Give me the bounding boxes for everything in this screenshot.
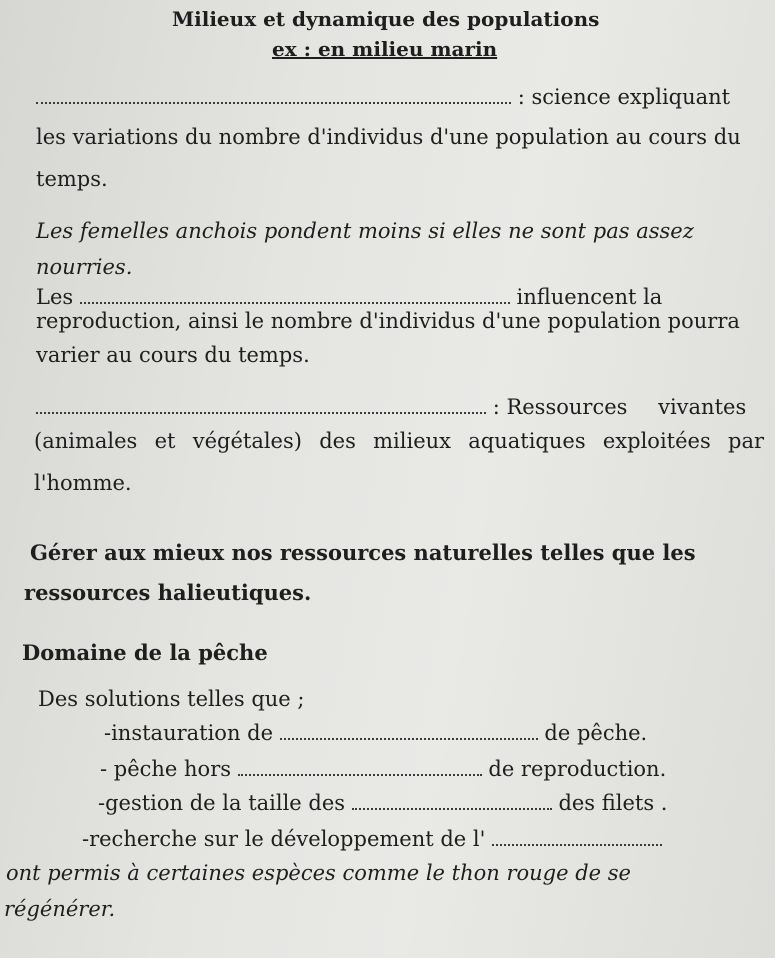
definition-3-line-2: (animales et végétales) des milieux aquatiques exploitées par — [34, 429, 764, 453]
definition-3-line-1 — [36, 394, 746, 420]
objective-line-2: ressources halieutiques. — [24, 580, 312, 605]
solution-item-3 — [98, 790, 667, 816]
blank-field[interactable] — [36, 396, 486, 414]
definition-2-start: Les — [36, 285, 74, 309]
definition-line-1 — [36, 84, 730, 110]
objective-line-1: Gérer aux mieux nos ressources naturelles telles que les — [30, 540, 696, 565]
conclusion-line-1: ont permis à certaines espèces comme le thon rouge de se — [6, 861, 631, 885]
solution-4-start: -recherche sur le développement de l' — [82, 827, 486, 851]
definition-3-text-a: : Ressources — [492, 395, 628, 419]
definition-1-text: : science expliquant — [517, 85, 731, 109]
example-line-1: Les femelles anchois pondent moins si elles ne sont pas assez — [36, 219, 694, 243]
definition-2-line-3: varier au cours du temps. — [36, 343, 310, 367]
solution-3-start: -gestion de la taille des — [98, 791, 346, 815]
definition-2-line-2: reproduction, ainsi le nombre d'individus d'une population pourra — [36, 309, 740, 333]
solution-2-start: - pêche hors — [100, 757, 232, 781]
solution-1-start: -instauration de — [104, 721, 274, 745]
blank-field[interactable] — [492, 828, 662, 846]
section-heading: Domaine de la pêche — [22, 640, 268, 665]
definition-2-line-1 — [36, 284, 662, 310]
blank-field[interactable] — [352, 792, 552, 810]
blank-field[interactable] — [36, 86, 511, 104]
definition-2-end: influencent la — [516, 285, 663, 309]
blank-field[interactable] — [80, 286, 510, 304]
page-subtitle: ex : en milieu marin — [272, 37, 498, 61]
page-title: Milieux et dynamique des populations — [172, 7, 600, 31]
conclusion-line-2: régénérer. — [4, 897, 116, 921]
solution-item-1 — [104, 720, 647, 746]
definition-3-text-b: vivantes — [658, 395, 747, 419]
definition-1-line-2: les variations du nombre d'individus d'une population au cours du — [36, 125, 741, 149]
solution-1-end: de pêche. — [544, 721, 648, 745]
blank-field[interactable] — [280, 722, 538, 740]
definition-1-line-3: temps. — [36, 167, 108, 191]
solution-2-end: de reproduction. — [488, 757, 667, 781]
solution-item-2 — [100, 756, 666, 782]
solution-3-end: des filets . — [558, 791, 668, 815]
solutions-intro: Des solutions telles que ; — [38, 687, 305, 711]
solution-item-4 — [82, 826, 662, 852]
example-line-2: nourries. — [36, 255, 133, 279]
definition-3-line-3: l'homme. — [34, 471, 132, 495]
blank-field[interactable] — [238, 758, 482, 776]
